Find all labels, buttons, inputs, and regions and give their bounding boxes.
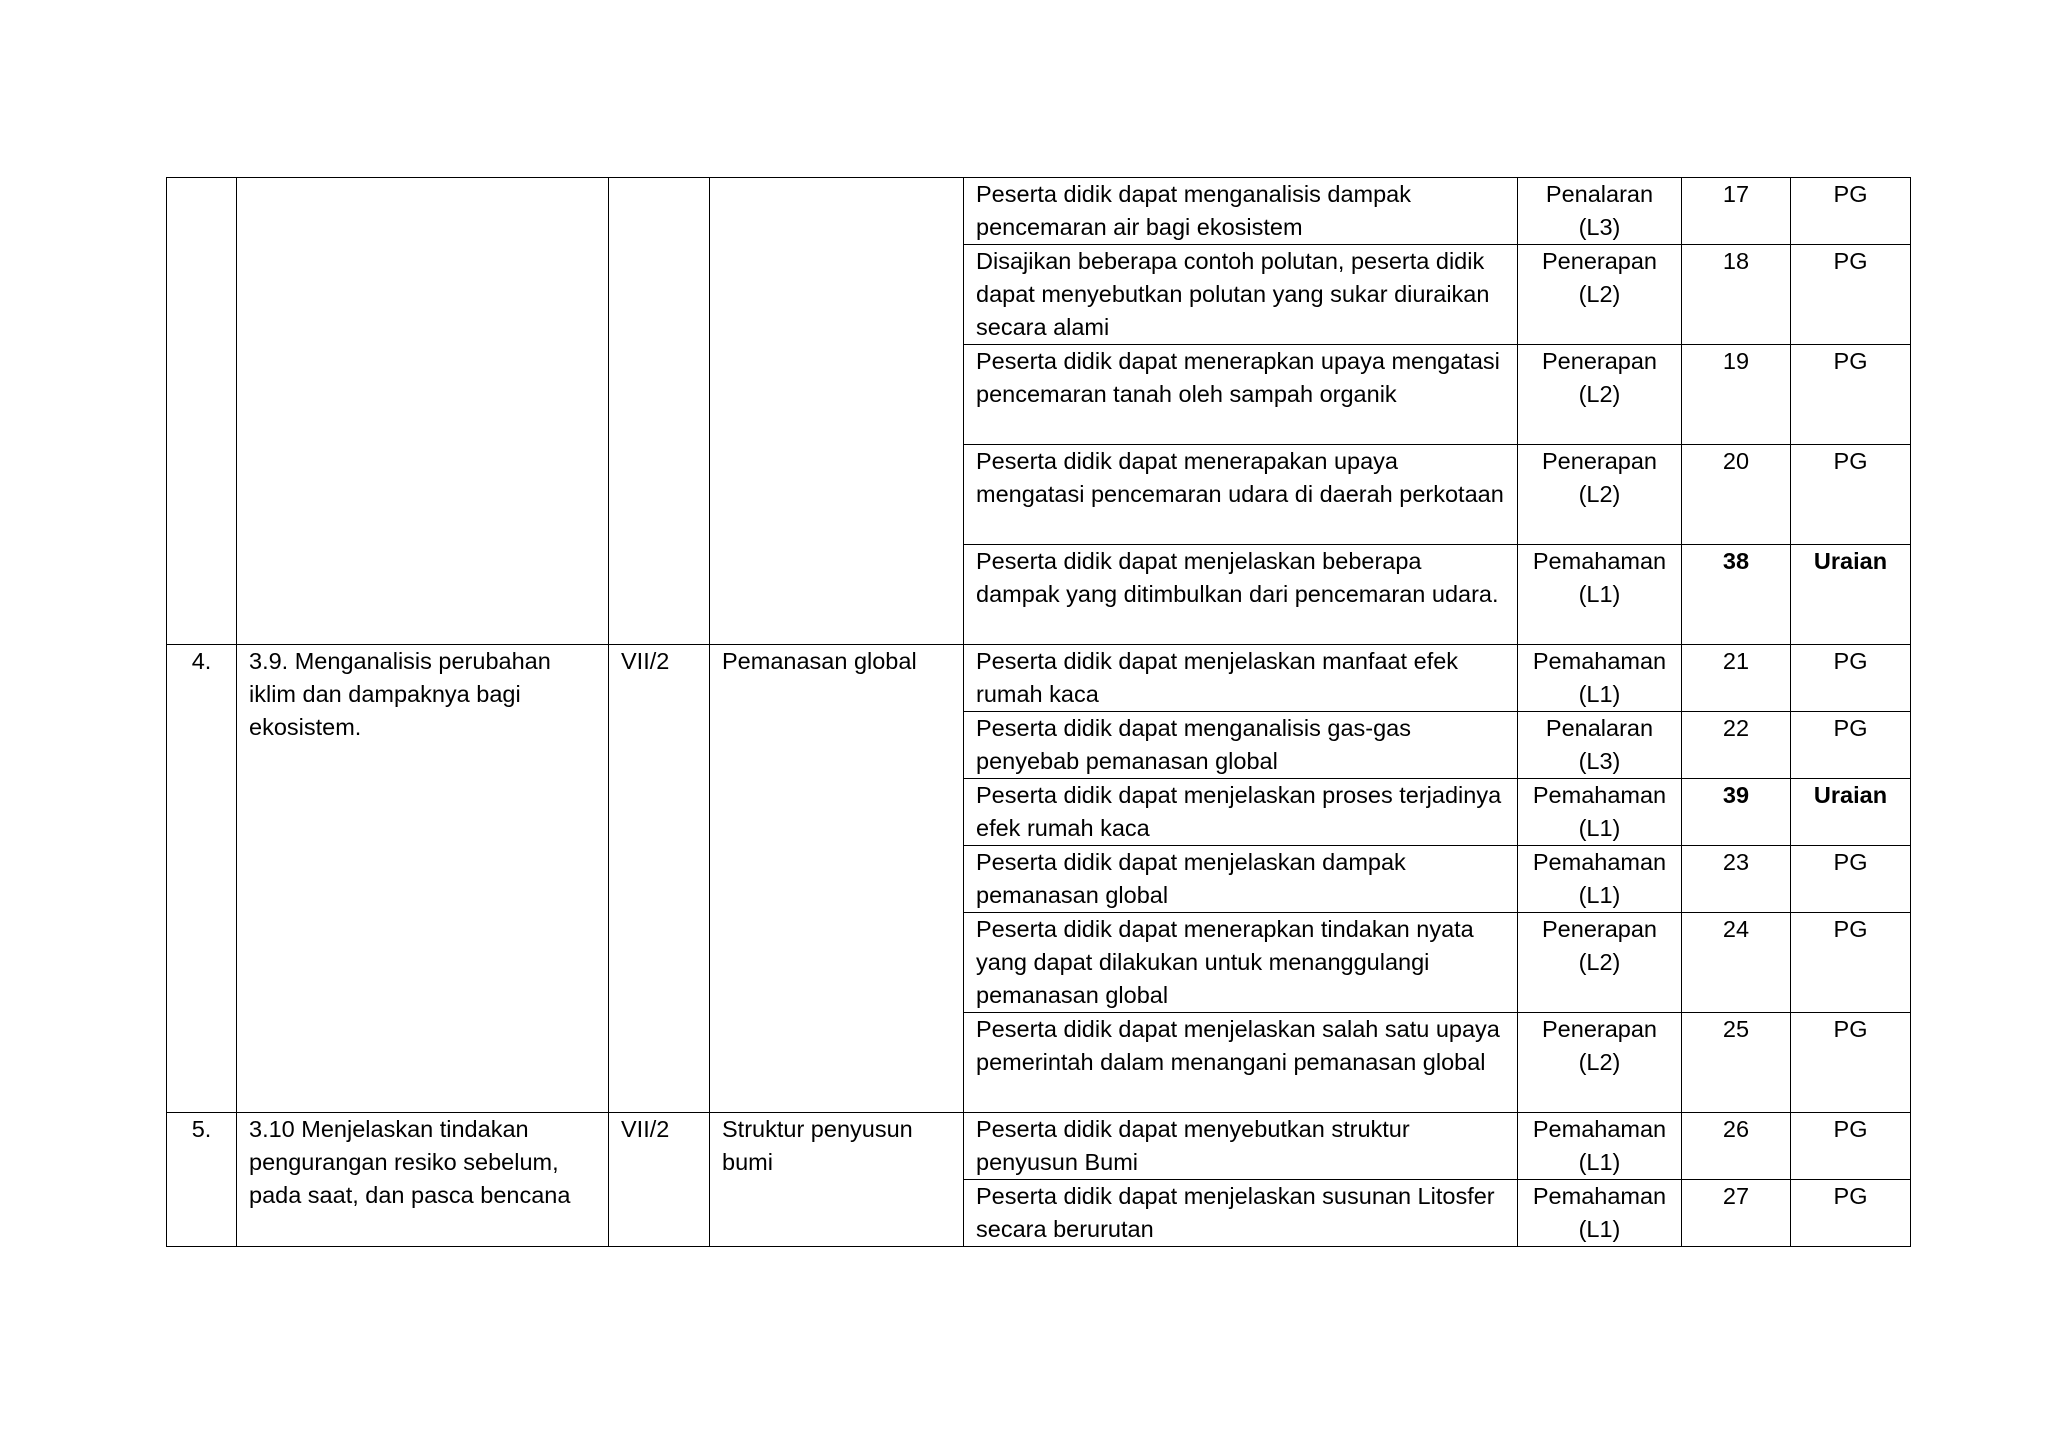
question-number-cell-text: 38 xyxy=(1722,548,1750,574)
class-semester-cell-text: VII/2 xyxy=(621,648,670,674)
cognitive-level-cell xyxy=(1518,1180,1682,1247)
question-form-cell-text: PG xyxy=(1833,916,1868,942)
row-number-cell xyxy=(167,645,237,1113)
blueprint-table xyxy=(166,177,1911,1247)
cognitive-level-cell xyxy=(1518,779,1682,846)
indicator-cell xyxy=(964,545,1518,645)
indicator-cell xyxy=(964,779,1518,846)
cognitive-level-cell xyxy=(1518,245,1682,345)
row-number-cell-text: 5. xyxy=(191,1116,212,1142)
question-form-cell xyxy=(1791,712,1911,779)
cognitive-level-cell-text: Penerapan (L2) xyxy=(1542,1016,1657,1075)
indicator-cell xyxy=(964,245,1518,345)
indicator-cell xyxy=(964,345,1518,445)
row-number-cell xyxy=(167,1113,237,1247)
indicator-cell-text: Peserta didik dapat menjelaskan salah satu upaya pemerintah dalam menangani pemanasan global xyxy=(976,1016,1500,1075)
cognitive-level-cell-text: Penerapan (L2) xyxy=(1542,448,1657,507)
question-number-cell-text: 26 xyxy=(1722,1116,1750,1142)
competency-cell xyxy=(237,178,609,645)
cognitive-level-cell xyxy=(1518,712,1682,779)
indicator-cell xyxy=(964,1113,1518,1180)
cognitive-level-cell-text: Pemahaman (L1) xyxy=(1532,849,1667,908)
class-semester-cell xyxy=(609,645,710,1113)
question-form-cell xyxy=(1791,545,1911,645)
competency-cell-text: 3.9. Menganalisis perubahan iklim dan dampaknya bagi ekosistem. xyxy=(249,648,551,740)
material-cell-text: Struktur penyusun bumi xyxy=(722,1116,913,1175)
indicator-cell xyxy=(964,445,1518,545)
question-number-cell-text: 39 xyxy=(1722,782,1750,808)
cognitive-level-cell-text: Penalaran (L3) xyxy=(1545,181,1654,240)
indicator-cell-text: Peserta didik dapat menyebutkan struktur penyusun Bumi xyxy=(976,1116,1410,1175)
question-number-cell xyxy=(1682,445,1791,545)
question-form-cell xyxy=(1791,779,1911,846)
indicator-cell xyxy=(964,1180,1518,1247)
indicator-cell xyxy=(964,846,1518,913)
competency-cell-text: 3.10 Menjelaskan tindakan pengurangan resiko sebelum, pada saat, dan pasca bencana xyxy=(249,1116,571,1208)
question-number-cell xyxy=(1682,245,1791,345)
question-number-cell xyxy=(1682,1113,1791,1180)
question-form-cell xyxy=(1791,846,1911,913)
cognitive-level-cell-text: Penerapan (L2) xyxy=(1542,916,1657,975)
question-number-cell xyxy=(1682,1013,1791,1113)
indicator-cell-text: Peserta didik dapat menjelaskan susunan Litosfer secara berurutan xyxy=(976,1183,1495,1242)
class-semester-cell xyxy=(609,178,710,645)
indicator-cell xyxy=(964,178,1518,245)
indicator-cell-text: Peserta didik dapat menganalisis gas-gas penyebab pemanasan global xyxy=(976,715,1412,774)
cognitive-level-cell xyxy=(1518,178,1682,245)
indicator-cell xyxy=(964,712,1518,779)
question-number-cell xyxy=(1682,1180,1791,1247)
indicator-cell-text: Peserta didik dapat menerapkan upaya mengatasi pencemaran tanah oleh sampah organik xyxy=(976,348,1500,407)
question-form-cell-text: PG xyxy=(1833,348,1868,374)
question-number-cell-text: 20 xyxy=(1722,448,1750,474)
indicator-cell-text: Disajikan beberapa contoh polutan, peserta didik dapat menyebutkan polutan yang sukar diuraikan secara alami xyxy=(976,248,1490,340)
question-form-cell xyxy=(1791,1180,1911,1247)
question-form-cell-text: PG xyxy=(1833,715,1868,741)
question-number-cell xyxy=(1682,779,1791,846)
question-number-cell-text: 22 xyxy=(1722,715,1750,741)
question-number-cell-text: 24 xyxy=(1722,916,1750,942)
competency-cell xyxy=(237,645,609,1113)
table-row xyxy=(167,1113,1911,1180)
indicator-cell-text: Peserta didik dapat menerapakan upaya mengatasi pencemaran udara di daerah perkotaan xyxy=(976,448,1504,507)
material-cell xyxy=(710,645,964,1113)
cognitive-level-cell xyxy=(1518,913,1682,1013)
cognitive-level-cell-text: Pemahaman (L1) xyxy=(1532,1116,1667,1175)
question-form-cell xyxy=(1791,645,1911,712)
cognitive-level-cell-text: Penerapan (L2) xyxy=(1542,248,1657,307)
material-cell-text: Pemanasan global xyxy=(722,648,917,674)
question-form-cell xyxy=(1791,345,1911,445)
cognitive-level-cell xyxy=(1518,545,1682,645)
cognitive-level-cell-text: Pemahaman (L1) xyxy=(1532,782,1667,841)
indicator-cell-text: Peserta didik dapat menjelaskan manfaat efek rumah kaca xyxy=(976,648,1459,707)
question-form-cell xyxy=(1791,1013,1911,1113)
cognitive-level-cell-text: Pemahaman (L1) xyxy=(1532,548,1667,607)
question-number-cell xyxy=(1682,913,1791,1013)
question-number-cell-text: 27 xyxy=(1722,1183,1750,1209)
question-form-cell xyxy=(1791,913,1911,1013)
cognitive-level-cell xyxy=(1518,846,1682,913)
class-semester-cell-text: VII/2 xyxy=(621,1116,670,1142)
indicator-cell-text: Peserta didik dapat menjelaskan dampak pemanasan global xyxy=(976,849,1406,908)
question-number-cell xyxy=(1682,846,1791,913)
cognitive-level-cell xyxy=(1518,1113,1682,1180)
cognitive-level-cell-text: Penalaran (L3) xyxy=(1545,715,1654,774)
question-form-cell-text: PG xyxy=(1833,648,1868,674)
material-cell xyxy=(710,1113,964,1247)
cognitive-level-cell-text: Pemahaman (L1) xyxy=(1532,648,1667,707)
material-cell xyxy=(710,178,964,645)
table-row xyxy=(167,645,1911,712)
question-form-cell xyxy=(1791,178,1911,245)
indicator-cell xyxy=(964,1013,1518,1113)
indicator-cell-text: Peserta didik dapat menjelaskan proses terjadinya efek rumah kaca xyxy=(976,782,1502,841)
question-form-cell-text: PG xyxy=(1833,448,1868,474)
indicator-cell-text: Peserta didik dapat menganalisis dampak pencemaran air bagi ekosistem xyxy=(976,181,1412,240)
indicator-cell xyxy=(964,645,1518,712)
question-form-cell-text: PG xyxy=(1833,849,1868,875)
question-number-cell-text: 19 xyxy=(1722,348,1750,374)
cognitive-level-cell xyxy=(1518,1013,1682,1113)
question-number-cell-text: 21 xyxy=(1722,648,1750,674)
question-number-cell-text: 17 xyxy=(1722,181,1750,207)
row-number-cell-text: 4. xyxy=(191,648,212,674)
question-number-cell xyxy=(1682,545,1791,645)
question-form-cell-text: PG xyxy=(1833,1016,1868,1042)
cognitive-level-cell xyxy=(1518,445,1682,545)
question-form-cell xyxy=(1791,1113,1911,1180)
competency-cell xyxy=(237,1113,609,1247)
question-number-cell xyxy=(1682,645,1791,712)
question-form-cell-text: PG xyxy=(1833,1116,1868,1142)
question-number-cell-text: 23 xyxy=(1722,849,1750,875)
cognitive-level-cell-text: Penerapan (L2) xyxy=(1542,348,1657,407)
table-body xyxy=(167,178,1911,1247)
question-form-cell-text: PG xyxy=(1833,1183,1868,1209)
cognitive-level-cell xyxy=(1518,645,1682,712)
question-form-cell-text: PG xyxy=(1833,248,1868,274)
row-number-cell xyxy=(167,178,237,645)
question-number-cell xyxy=(1682,712,1791,779)
cognitive-level-cell xyxy=(1518,345,1682,445)
question-form-cell xyxy=(1791,245,1911,345)
question-form-cell-text: Uraian xyxy=(1813,548,1888,574)
question-number-cell xyxy=(1682,178,1791,245)
question-number-cell xyxy=(1682,345,1791,445)
cognitive-level-cell-text: Pemahaman (L1) xyxy=(1532,1183,1667,1242)
question-form-cell-text: Uraian xyxy=(1813,782,1888,808)
indicator-cell-text: Peserta didik dapat menerapkan tindakan nyata yang dapat dilakukan untuk menanggulangi pemanasan global xyxy=(976,916,1474,1008)
class-semester-cell xyxy=(609,1113,710,1247)
indicator-cell-text: Peserta didik dapat menjelaskan beberapa dampak yang ditimbulkan dari pencemaran udara. xyxy=(976,548,1499,607)
question-form-cell xyxy=(1791,445,1911,545)
question-form-cell-text: PG xyxy=(1833,181,1868,207)
indicator-cell xyxy=(964,913,1518,1013)
table-row xyxy=(167,178,1911,245)
question-number-cell-text: 25 xyxy=(1722,1016,1750,1042)
question-number-cell-text: 18 xyxy=(1722,248,1750,274)
